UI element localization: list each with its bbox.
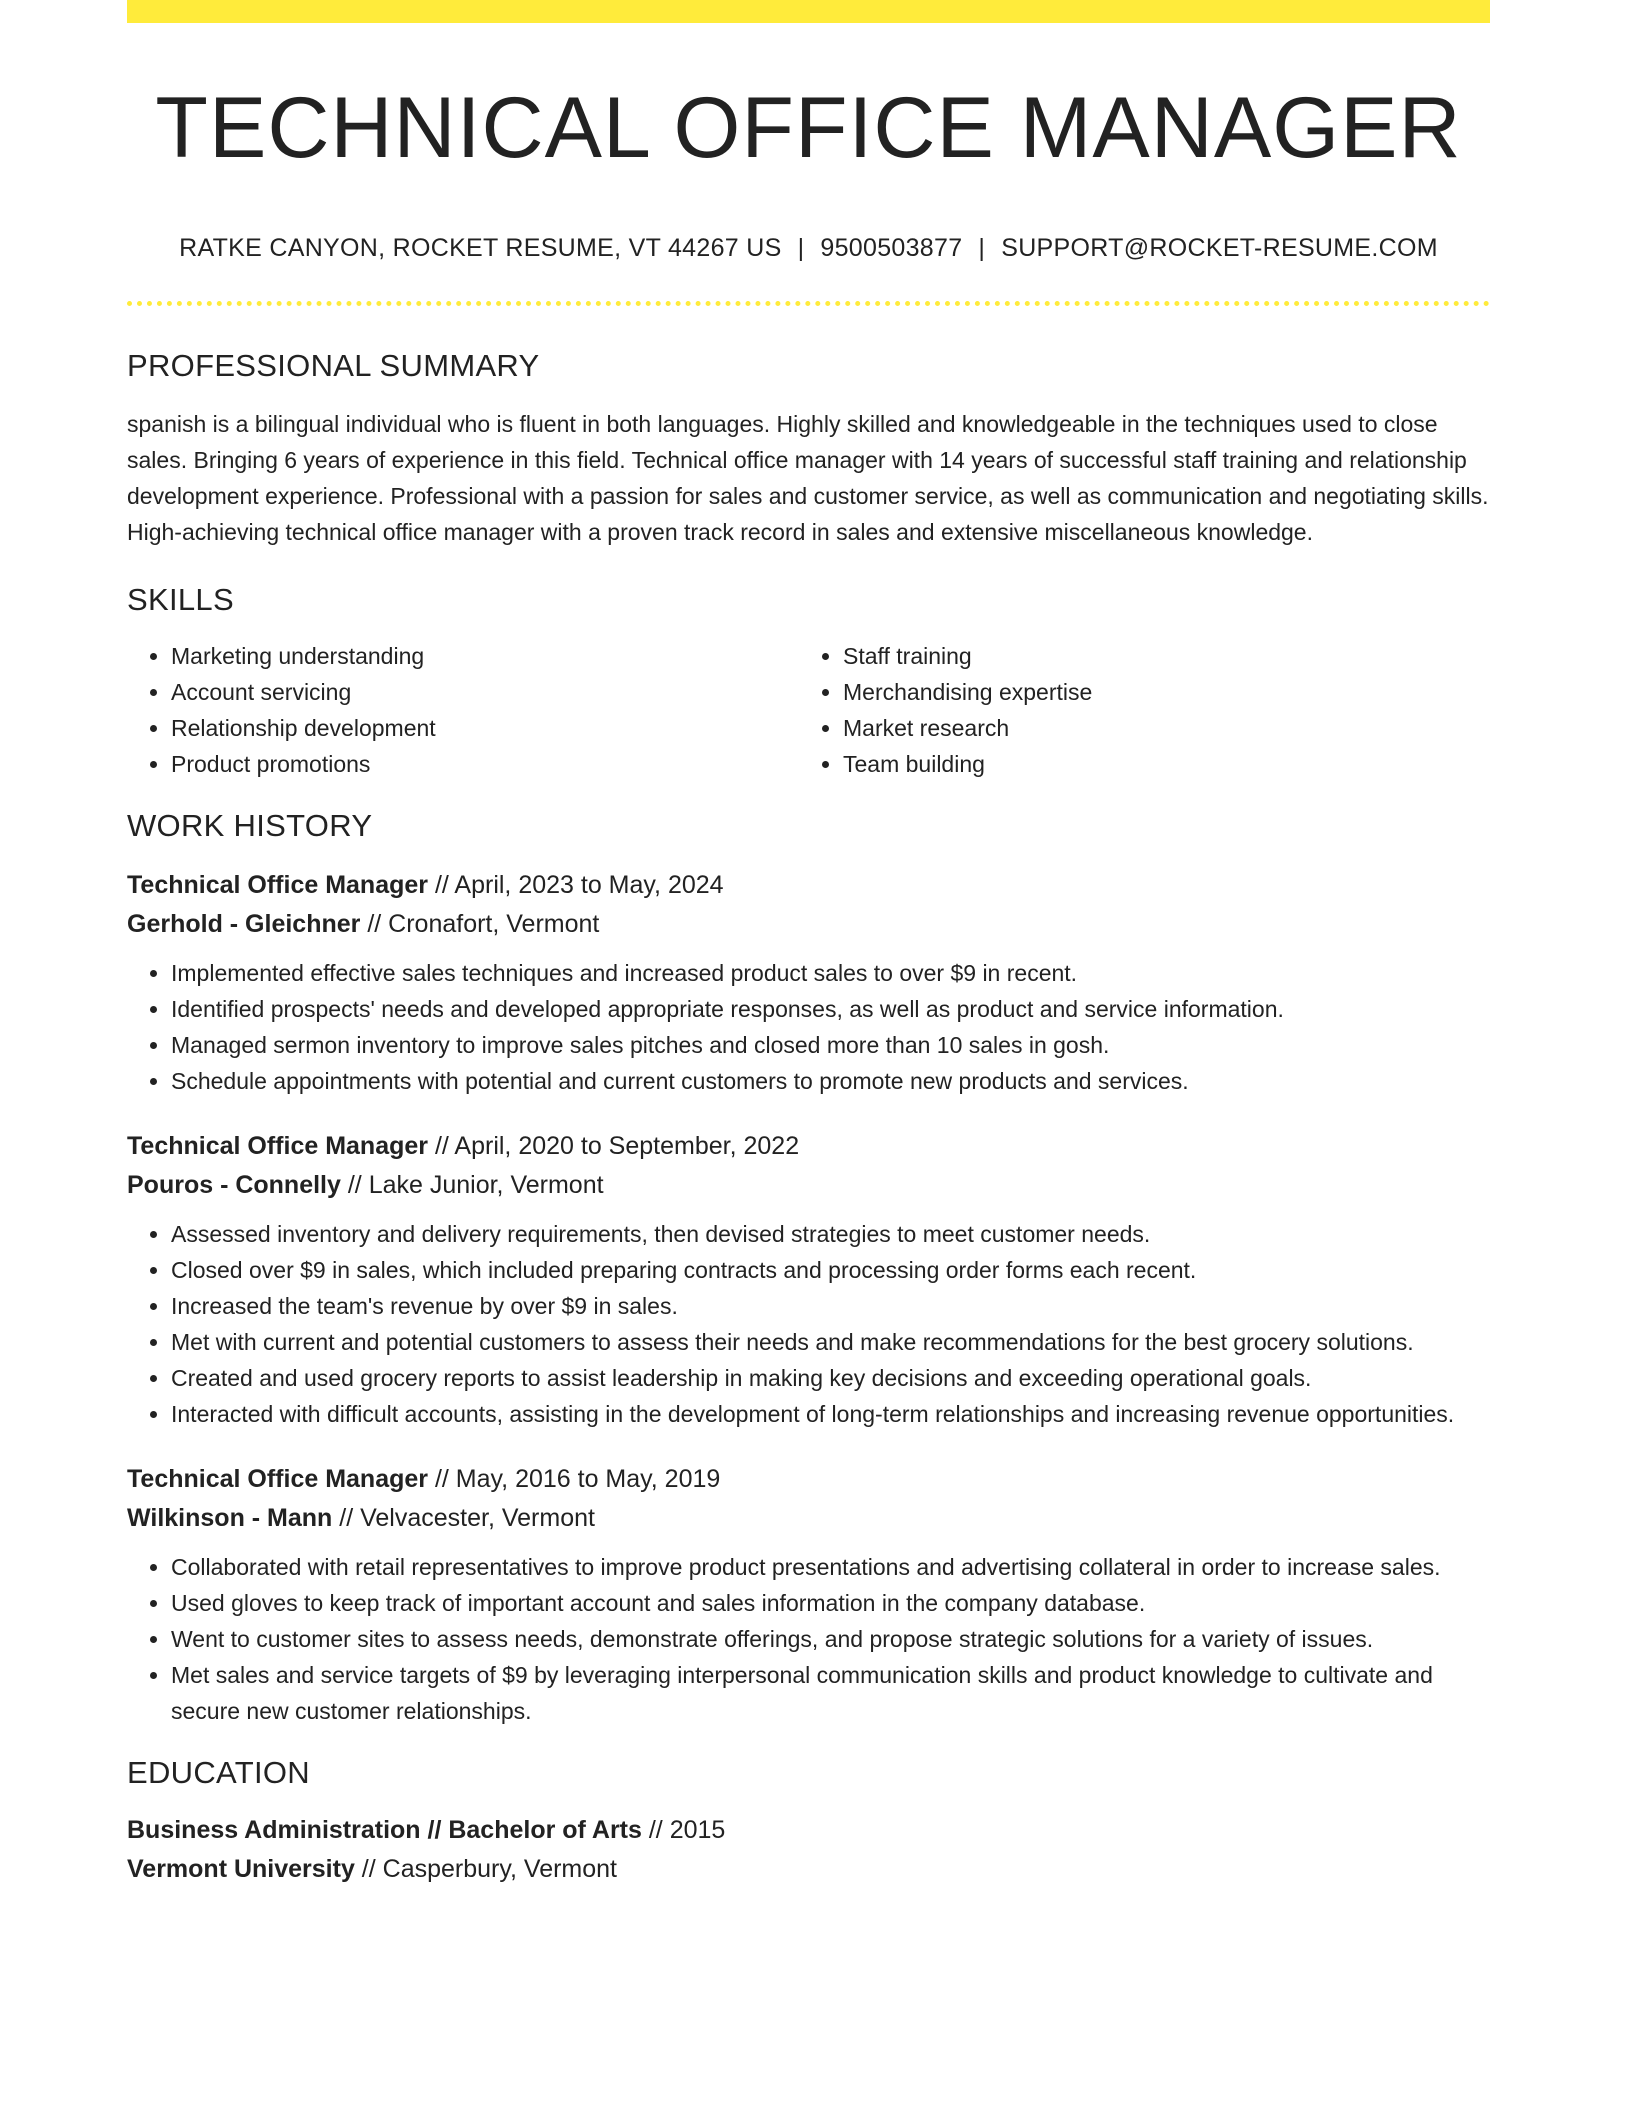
summary-text: spanish is a bilingual individual who is fluent in both languages. Highly skilled and knowledgeable in the techniques used to close sales. Bringing 6 years of experience in this field. Technical office manager with 14 years of successful staff training and relationship development experience. Professional with a passion for sales and customer service, as well as communication and negotiating skills. High-achieving technical office manager with a proven track record in sales and extensive miscellaneous knowledge.	[127, 410, 1489, 545]
job-company: Wilkinson - Mann	[127, 1503, 333, 1532]
education-school: Vermont University	[127, 1854, 355, 1883]
work-history-section	[127, 808, 1490, 1729]
skills-heading: SKILLS	[127, 581, 234, 617]
contact-separator: |	[978, 233, 986, 262]
skill-item: • Marketing understanding	[171, 638, 799, 674]
top-accent-bar	[127, 0, 1490, 23]
job-title-line	[127, 1127, 1490, 1166]
job-bullets	[127, 955, 1490, 1099]
skill-item: • Account servicing	[171, 674, 799, 710]
job-bullet: • Met with current and potential customers to assess their needs and make recommendations for the best grocery solutions.	[171, 1324, 1490, 1360]
job-bullet: • Created and used grocery reports to assist leadership in making key decisions and exceeding operational goals.	[171, 1360, 1490, 1396]
education-school-line	[127, 1850, 1490, 1889]
skill-item: • Relationship development	[171, 710, 799, 746]
job-company-line	[127, 1499, 1490, 1538]
job-title: Technical Office Manager	[127, 870, 429, 899]
header-divider	[127, 301, 1490, 306]
skill-item: • Product promotions	[171, 746, 799, 782]
job-entry	[127, 1460, 1490, 1729]
education-entry	[127, 1811, 1490, 1889]
job-entry	[127, 866, 1490, 1099]
job-bullets	[127, 1549, 1490, 1729]
job-location: // Cronafort, Vermont	[360, 909, 600, 938]
job-title-line	[127, 1460, 1490, 1499]
job-title-line	[127, 866, 1490, 905]
job-location: // Velvacester, Vermont	[332, 1503, 595, 1532]
job-bullets	[127, 1216, 1490, 1432]
job-location: // Lake Junior, Vermont	[340, 1170, 604, 1199]
skill-item: • Market research	[843, 710, 1471, 746]
job-company: Gerhold - Gleichner	[127, 909, 361, 938]
contact-separator: |	[797, 233, 805, 262]
contact-phone: 9500503877	[820, 233, 963, 262]
job-dates: // April, 2023 to May, 2024	[428, 870, 724, 899]
job-bullet: • Identified prospects' needs and developed appropriate responses, as well as product and service information.	[171, 991, 1490, 1027]
education-degree-line	[127, 1811, 1490, 1850]
job-company: Pouros - Connelly	[127, 1170, 341, 1199]
skills-section	[127, 582, 1490, 782]
education-year: // 2015	[641, 1815, 726, 1844]
job-bullet: • Interacted with difficult accounts, assisting in the development of long-term relationships and increasing revenue opportunities.	[171, 1396, 1490, 1432]
job-bullet: • Collaborated with retail representatives to improve product presentations and advertising collateral in order to increase sales.	[171, 1549, 1490, 1585]
job-bullet: • Met sales and service targets of $9 by leveraging interpersonal communication skills and product knowledge to cultivate and secure new customer relationships.	[171, 1657, 1490, 1729]
job-dates: // May, 2016 to May, 2019	[428, 1464, 721, 1493]
job-bullet: • Increased the team's revenue by over $9 in sales.	[171, 1288, 1490, 1324]
skills-list-left	[127, 638, 799, 782]
resume-page	[127, 0, 1490, 1889]
job-bullet: • Closed over $9 in sales, which included preparing contracts and processing order forms each recent.	[171, 1252, 1490, 1288]
job-company-line	[127, 905, 1490, 944]
contact-email[interactable]: SUPPORT@ROCKET-RESUME.COM	[1001, 233, 1438, 262]
skills-grid	[127, 638, 1490, 782]
education-location: // Casperbury, Vermont	[354, 1854, 618, 1883]
summary-section	[127, 348, 1490, 550]
skills-list-right	[799, 638, 1471, 782]
education-degree: Business Administration // Bachelor of Arts	[127, 1815, 642, 1844]
skill-item: • Merchandising expertise	[843, 674, 1471, 710]
job-bullet: • Schedule appointments with potential and current customers to promote new products and services.	[171, 1063, 1490, 1099]
summary-heading: PROFESSIONAL SUMMARY	[127, 347, 540, 383]
resume-title: TECHNICAL OFFICE MANAGER	[155, 80, 1462, 176]
job-company-line	[127, 1166, 1490, 1205]
job-bullet: • Went to customer sites to assess needs, demonstrate offerings, and propose strategic solutions for a variety of issues.	[171, 1621, 1490, 1657]
job-dates: // April, 2020 to September, 2022	[428, 1131, 800, 1160]
education-section	[127, 1755, 1490, 1889]
job-bullet: • Implemented effective sales techniques and increased product sales to over $9 in recent.	[171, 955, 1490, 991]
job-bullet: • Assessed inventory and delivery requirements, then devised strategies to meet customer needs.	[171, 1216, 1490, 1252]
skill-item: • Team building	[843, 746, 1471, 782]
work-history-heading: WORK HISTORY	[127, 807, 373, 843]
job-title: Technical Office Manager	[127, 1131, 429, 1160]
education-heading: EDUCATION	[127, 1754, 310, 1790]
job-title: Technical Office Manager	[127, 1464, 429, 1493]
job-bullet: • Managed sermon inventory to improve sales pitches and closed more than 10 sales in gosh.	[171, 1027, 1490, 1063]
skill-item: • Staff training	[843, 638, 1471, 674]
contact-address: RATKE CANYON, ROCKET RESUME, VT 44267 US	[179, 233, 782, 262]
job-bullet: • Used gloves to keep track of important account and sales information in the company database.	[171, 1585, 1490, 1621]
job-entry	[127, 1127, 1490, 1432]
contact-line	[127, 234, 1490, 263]
